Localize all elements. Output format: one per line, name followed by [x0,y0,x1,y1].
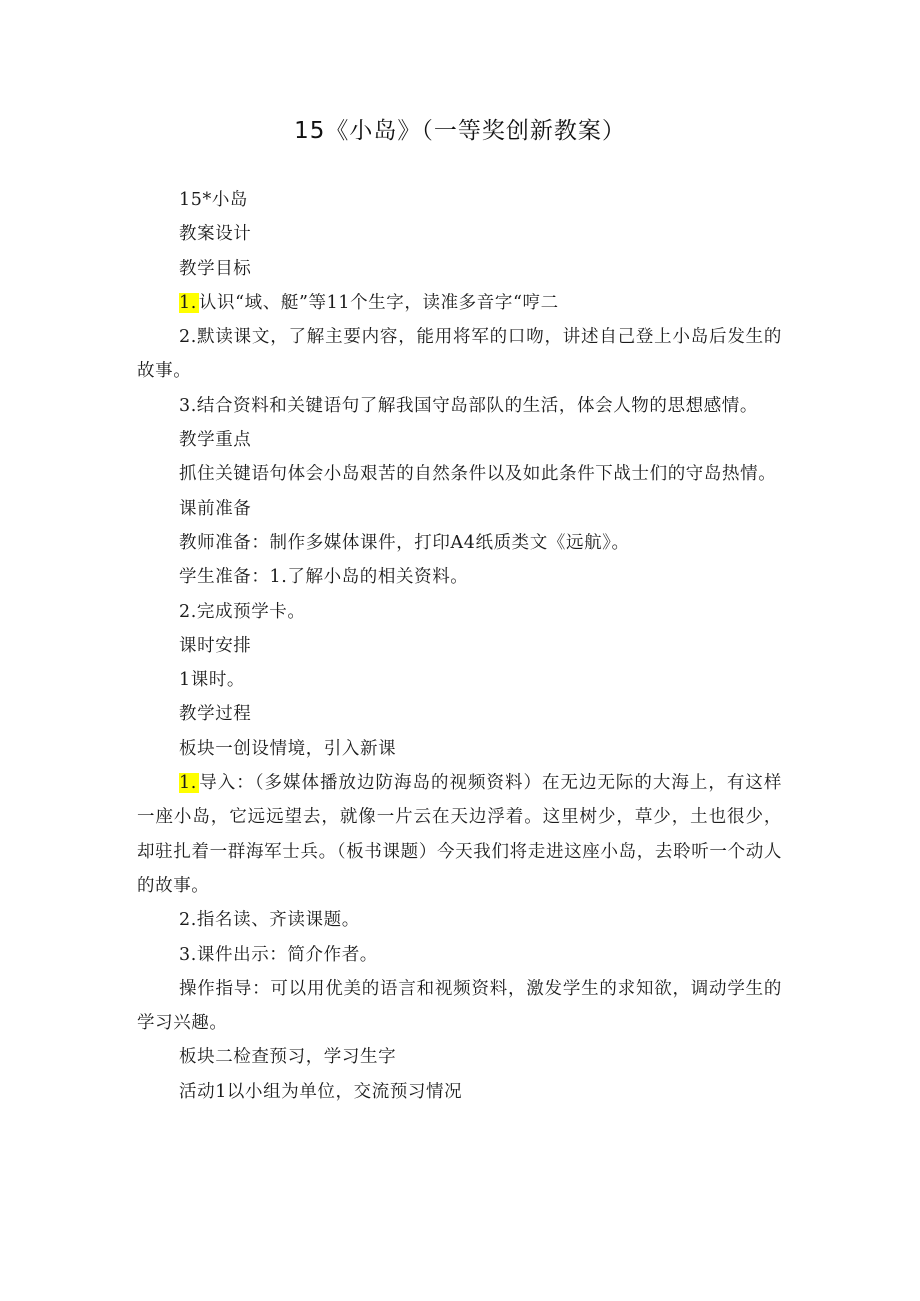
section-heading: 教学重点 [179,430,252,451]
lesson-heading: 15*小岛 [179,190,249,210]
paragraph: 2.指名读、齐读课题。 [179,910,360,931]
paragraph: 2.完成预学卡。 [179,601,306,622]
paragraph [137,766,782,903]
paragraph: 2.默读课文，了解主要内容，能用将军的口吻，讲述自己登上小岛后发生的故事。 [137,327,782,382]
paragraph: 学生准备：1.了解小岛的相关资料。 [179,567,469,588]
section-heading: 课前准备 [179,498,252,519]
section-heading: 教案设计 [179,224,252,245]
highlighted-number: 1. [179,773,197,794]
paragraph-text: 认识“域、艇”等11个生字，读准多音字“哼二 [198,292,559,313]
paragraph: 活动1以小组为单位，交流预习情况 [179,1081,463,1102]
paragraph: 3.结合资料和关键语句了解我国守岛部队的生活，体会人物的思想感情。 [179,395,758,416]
paragraph-text: 导入：（多媒体播放边防海岛的视频资料）在无边无际的大海上，有这样一座小岛，它远远望去，就像一片云在天边浮着。这里树少，草少，土也很少，却驻扎着一群海军士兵。（板书课题）今天我们将走进这座小岛，去聆听一个动人的故事。 [137,773,782,896]
section-heading: 板块一创设情境，引入新课 [179,738,397,759]
section-heading: 课时安排 [179,635,252,656]
paragraph: 操作指导：可以用优美的语言和视频资料，激发学生的求知欲，调动学生的学习兴趣。 [137,978,782,1034]
highlighted-number: 1. [179,292,197,313]
section-heading: 教学目标 [179,258,252,279]
paragraph: 3.课件出示：简介作者。 [179,944,378,965]
paragraph [137,286,782,320]
document-body [137,183,782,1109]
paragraph: 1课时。 [179,670,246,691]
document-title: 15《小岛》（一等奖创新教案） [294,118,626,144]
section-heading: 板块二检查预习，学习生字 [179,1047,397,1068]
paragraph: 教师准备：制作多媒体课件，打印A4纸质类文《远航》。 [179,532,630,553]
section-heading: 教学过程 [179,704,252,725]
paragraph: 抓住关键语句体会小岛艰苦的自然条件以及如此条件下战士们的守岛热情。 [179,464,777,485]
